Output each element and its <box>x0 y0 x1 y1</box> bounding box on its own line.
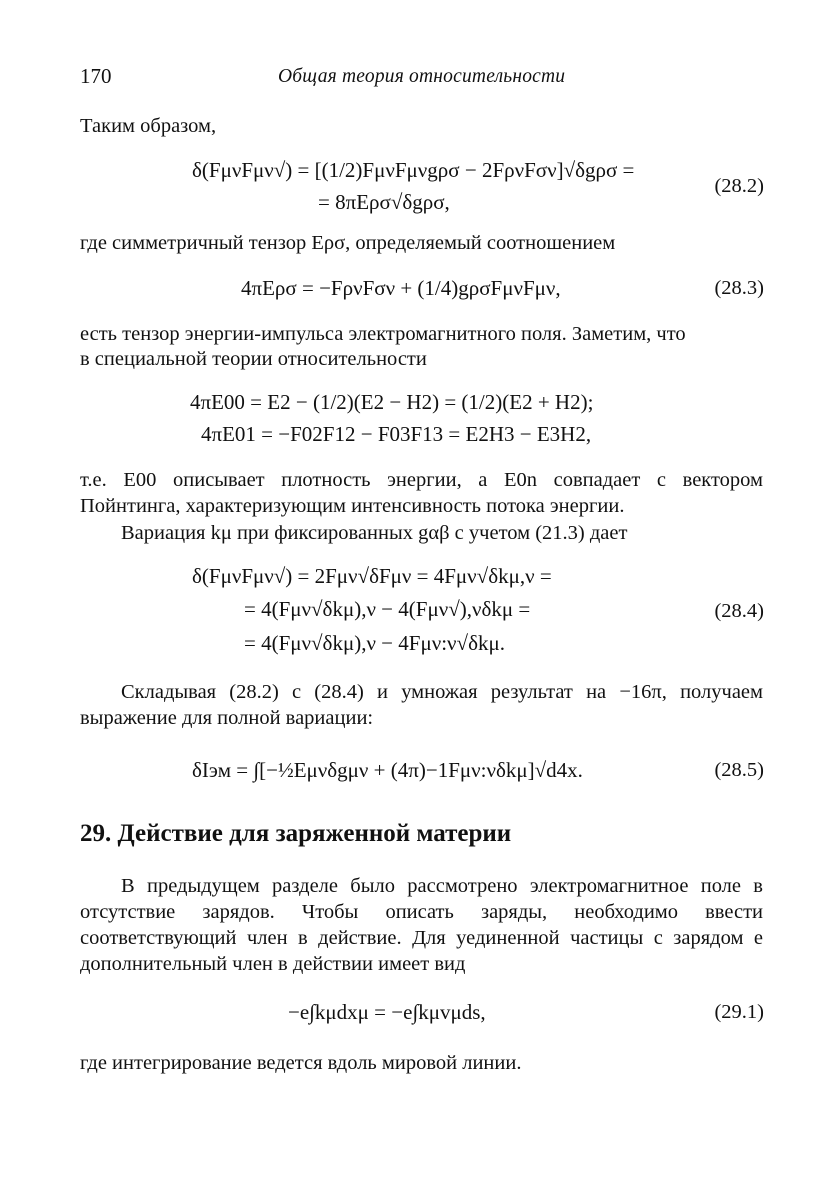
paragraph-poynting: т.е. E00 описывает плотность энергии, а E0n совпадает с вектором Пойнтинга, характеризующим интенсивность потока энергии. <box>80 469 763 517</box>
equation-28-2-line-1: δ(FμνFμν√) = [(1/2)FμνFμνgρσ − 2FρνFσν]√δgρσ = <box>192 158 635 182</box>
paragraph-summation: Складывая (28.2) с (28.4) и умножая результат на −16π, получаем выражение для полной вариации: <box>80 681 763 729</box>
equation-28-4-line-1: δ(FμνFμν√) = 2Fμν√δFμν = 4Fμν√δkμ,ν = <box>192 564 552 588</box>
equation-28-2-line-2: = 8πEρσ√δgρσ, <box>318 190 450 214</box>
equation-28-5: δIэм = ∫[−½Eμνδgμν + (4π)−1Fμν:νδkμ]√d4x. <box>192 758 583 782</box>
equation-28-4-line-3: = 4(Fμν√δkμ),ν − 4Fμν:ν√δkμ. <box>244 631 505 655</box>
paragraph-tensor-intro: где симметричный тензор Eρσ, определяемый соотношением <box>80 232 616 254</box>
equation-sr-line-1: 4πE00 = E2 − (1/2)(E2 − H2) = (1/2)(E2 + H2); <box>190 390 594 414</box>
paragraph-energy-tensor-2: в специальной теории относительности <box>80 348 427 370</box>
paragraph-variation: Вариация kμ при фиксированных gαβ с учетом (21.3) дает <box>121 522 628 544</box>
paragraph-intro: Таким образом, <box>80 115 217 137</box>
paragraph-charges: В предыдущем разделе было рассмотрено электромагнитное поле в отсутствие зарядов. Чтобы описать заряды, необходимо ввести соответствующий член в действие. Для уединенной частицы с зарядом e дополнительный член в действии имеет вид <box>80 875 763 975</box>
equation-number-29-1: (29.1) <box>714 1001 764 1023</box>
page-number: 170 <box>80 64 112 88</box>
paragraph-energy-tensor-1: есть тензор энергии-импульса электромагнитного поля. Заметим, что <box>80 323 686 345</box>
running-title: Общая теория относительности <box>278 66 566 87</box>
equation-number-28-2: (28.2) <box>714 175 764 197</box>
equation-sr-line-2: 4πE01 = −F02F12 − F03F13 = E2H3 − E3H2, <box>201 422 592 446</box>
equation-28-3: 4πEρσ = −FρνFσν + (1/4)gρσFμνFμν, <box>241 276 561 300</box>
equation-number-28-3: (28.3) <box>714 277 764 299</box>
equation-number-28-4: (28.4) <box>714 600 764 622</box>
paragraph-world-line: где интегрирование ведется вдоль мировой линии. <box>80 1052 522 1074</box>
section-heading: 29. Действие для заряженной материи <box>80 820 512 847</box>
equation-29-1: −e∫kμdxμ = −e∫kμvμds, <box>288 1000 486 1024</box>
equation-number-28-5: (28.5) <box>714 759 764 781</box>
equation-28-4-line-2: = 4(Fμν√δkμ),ν − 4(Fμν√),νδkμ = <box>244 597 531 621</box>
